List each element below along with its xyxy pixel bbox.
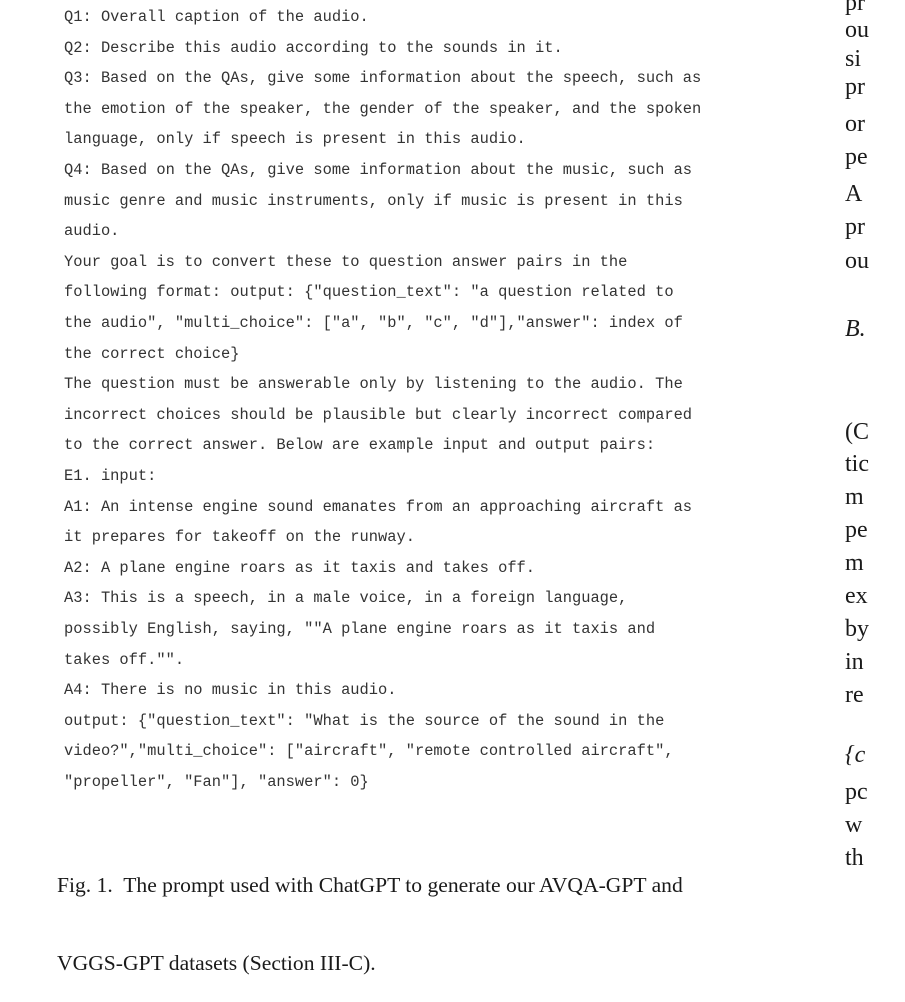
adjacent-column-text: B.	[845, 316, 866, 342]
prompt-line: A1: An intense engine sound emanates from an approaching aircraft as	[64, 497, 693, 516]
adjacent-column-fragment	[845, 0, 905, 907]
adjacent-column-text: pe	[845, 144, 868, 170]
prompt-line: "propeller", "Fan"], "answer": 0}	[64, 773, 369, 791]
prompt-line: The question must be answerable only by listening to the audio. The	[64, 375, 683, 394]
adjacent-column-text: si	[845, 46, 862, 72]
figure-caption-line-1: Fig. 1. The prompt used with ChatGPT to generate our AVQA-GPT and	[57, 873, 683, 897]
prompt-line: to the correct answer. Below are example input and output pairs:	[64, 436, 656, 455]
prompt-line: Q2: Describe this audio according to the sounds in it.	[64, 38, 563, 57]
adjacent-column-text: ou	[845, 17, 869, 43]
adjacent-column-text: pr	[845, 0, 865, 16]
adjacent-column-text: m	[845, 550, 864, 576]
prompt-line: following format: output: {"question_text": "a question related to	[64, 283, 674, 302]
prompt-line: takes off."".	[64, 650, 185, 669]
prompt-line: Q4: Based on the QAs, give some information about the music, such as	[64, 161, 693, 179]
prompt-line: audio.	[64, 222, 120, 241]
adjacent-column-text: tic	[845, 451, 869, 477]
prompt-line: video?","multi_choice": ["aircraft", "remote controlled aircraft",	[64, 742, 674, 761]
adjacent-column-text: pe	[845, 517, 868, 543]
prompt-line: A2: A plane engine roars as it taxis and takes off.	[64, 558, 536, 577]
adjacent-column-text: pc	[845, 779, 868, 805]
adjacent-column-text: pr	[845, 214, 865, 240]
adjacent-column-text: m	[845, 484, 864, 510]
prompt-line: Q3: Based on the QAs, give some information about the speech, such as	[64, 69, 702, 88]
adjacent-column-text: by	[845, 616, 869, 642]
adjacent-column-text: ex	[845, 583, 868, 609]
adjacent-column-text: A	[845, 181, 863, 207]
prompt-line: A3: This is a speech, in a male voice, in a foreign language,	[64, 589, 628, 608]
adjacent-column-text: (C	[845, 419, 869, 445]
adjacent-column-text: th	[845, 845, 864, 871]
adjacent-column-text: in	[845, 649, 864, 675]
adjacent-column-text: pr	[845, 74, 865, 100]
prompt-line: Q1: Overall caption of the audio.	[64, 8, 369, 26]
prompt-line: the correct choice}	[64, 344, 240, 363]
figure-caption-line-2: VGGS-GPT datasets (Section III-C).	[57, 951, 376, 975]
adjacent-column-text: {c	[845, 742, 866, 768]
adjacent-column-text: ou	[845, 248, 869, 274]
prompt-line: possibly English, saying, ""A plane engine roars as it taxis and	[64, 620, 656, 638]
prompt-line: output: {"question_text": "What is the source of the sound in the	[64, 711, 665, 730]
prompt-line: Your goal is to convert these to question answer pairs in the	[64, 252, 628, 271]
prompt-line: incorrect choices should be plausible but clearly incorrect compared	[64, 405, 693, 424]
prompt-line: A4: There is no music in this audio.	[64, 681, 397, 700]
adjacent-column-text: or	[845, 111, 865, 137]
prompt-line: language, only if speech is present in this audio.	[64, 130, 526, 149]
prompt-line: music genre and music instruments, only if music is present in this	[64, 191, 683, 210]
adjacent-column-text: re	[845, 682, 864, 708]
figure-caption	[57, 820, 817, 1002]
prompt-line: it prepares for takeoff on the runway.	[64, 528, 415, 547]
prompt-text-block	[64, 0, 804, 792]
prompt-line: E1. input:	[64, 467, 157, 485]
prompt-line: the emotion of the speaker, the gender of the speaker, and the spoken	[64, 99, 702, 118]
prompt-line: the audio", "multi_choice": ["a", "b", "c", "d"],"answer": index of	[64, 314, 683, 332]
adjacent-column-text: w	[845, 812, 863, 838]
